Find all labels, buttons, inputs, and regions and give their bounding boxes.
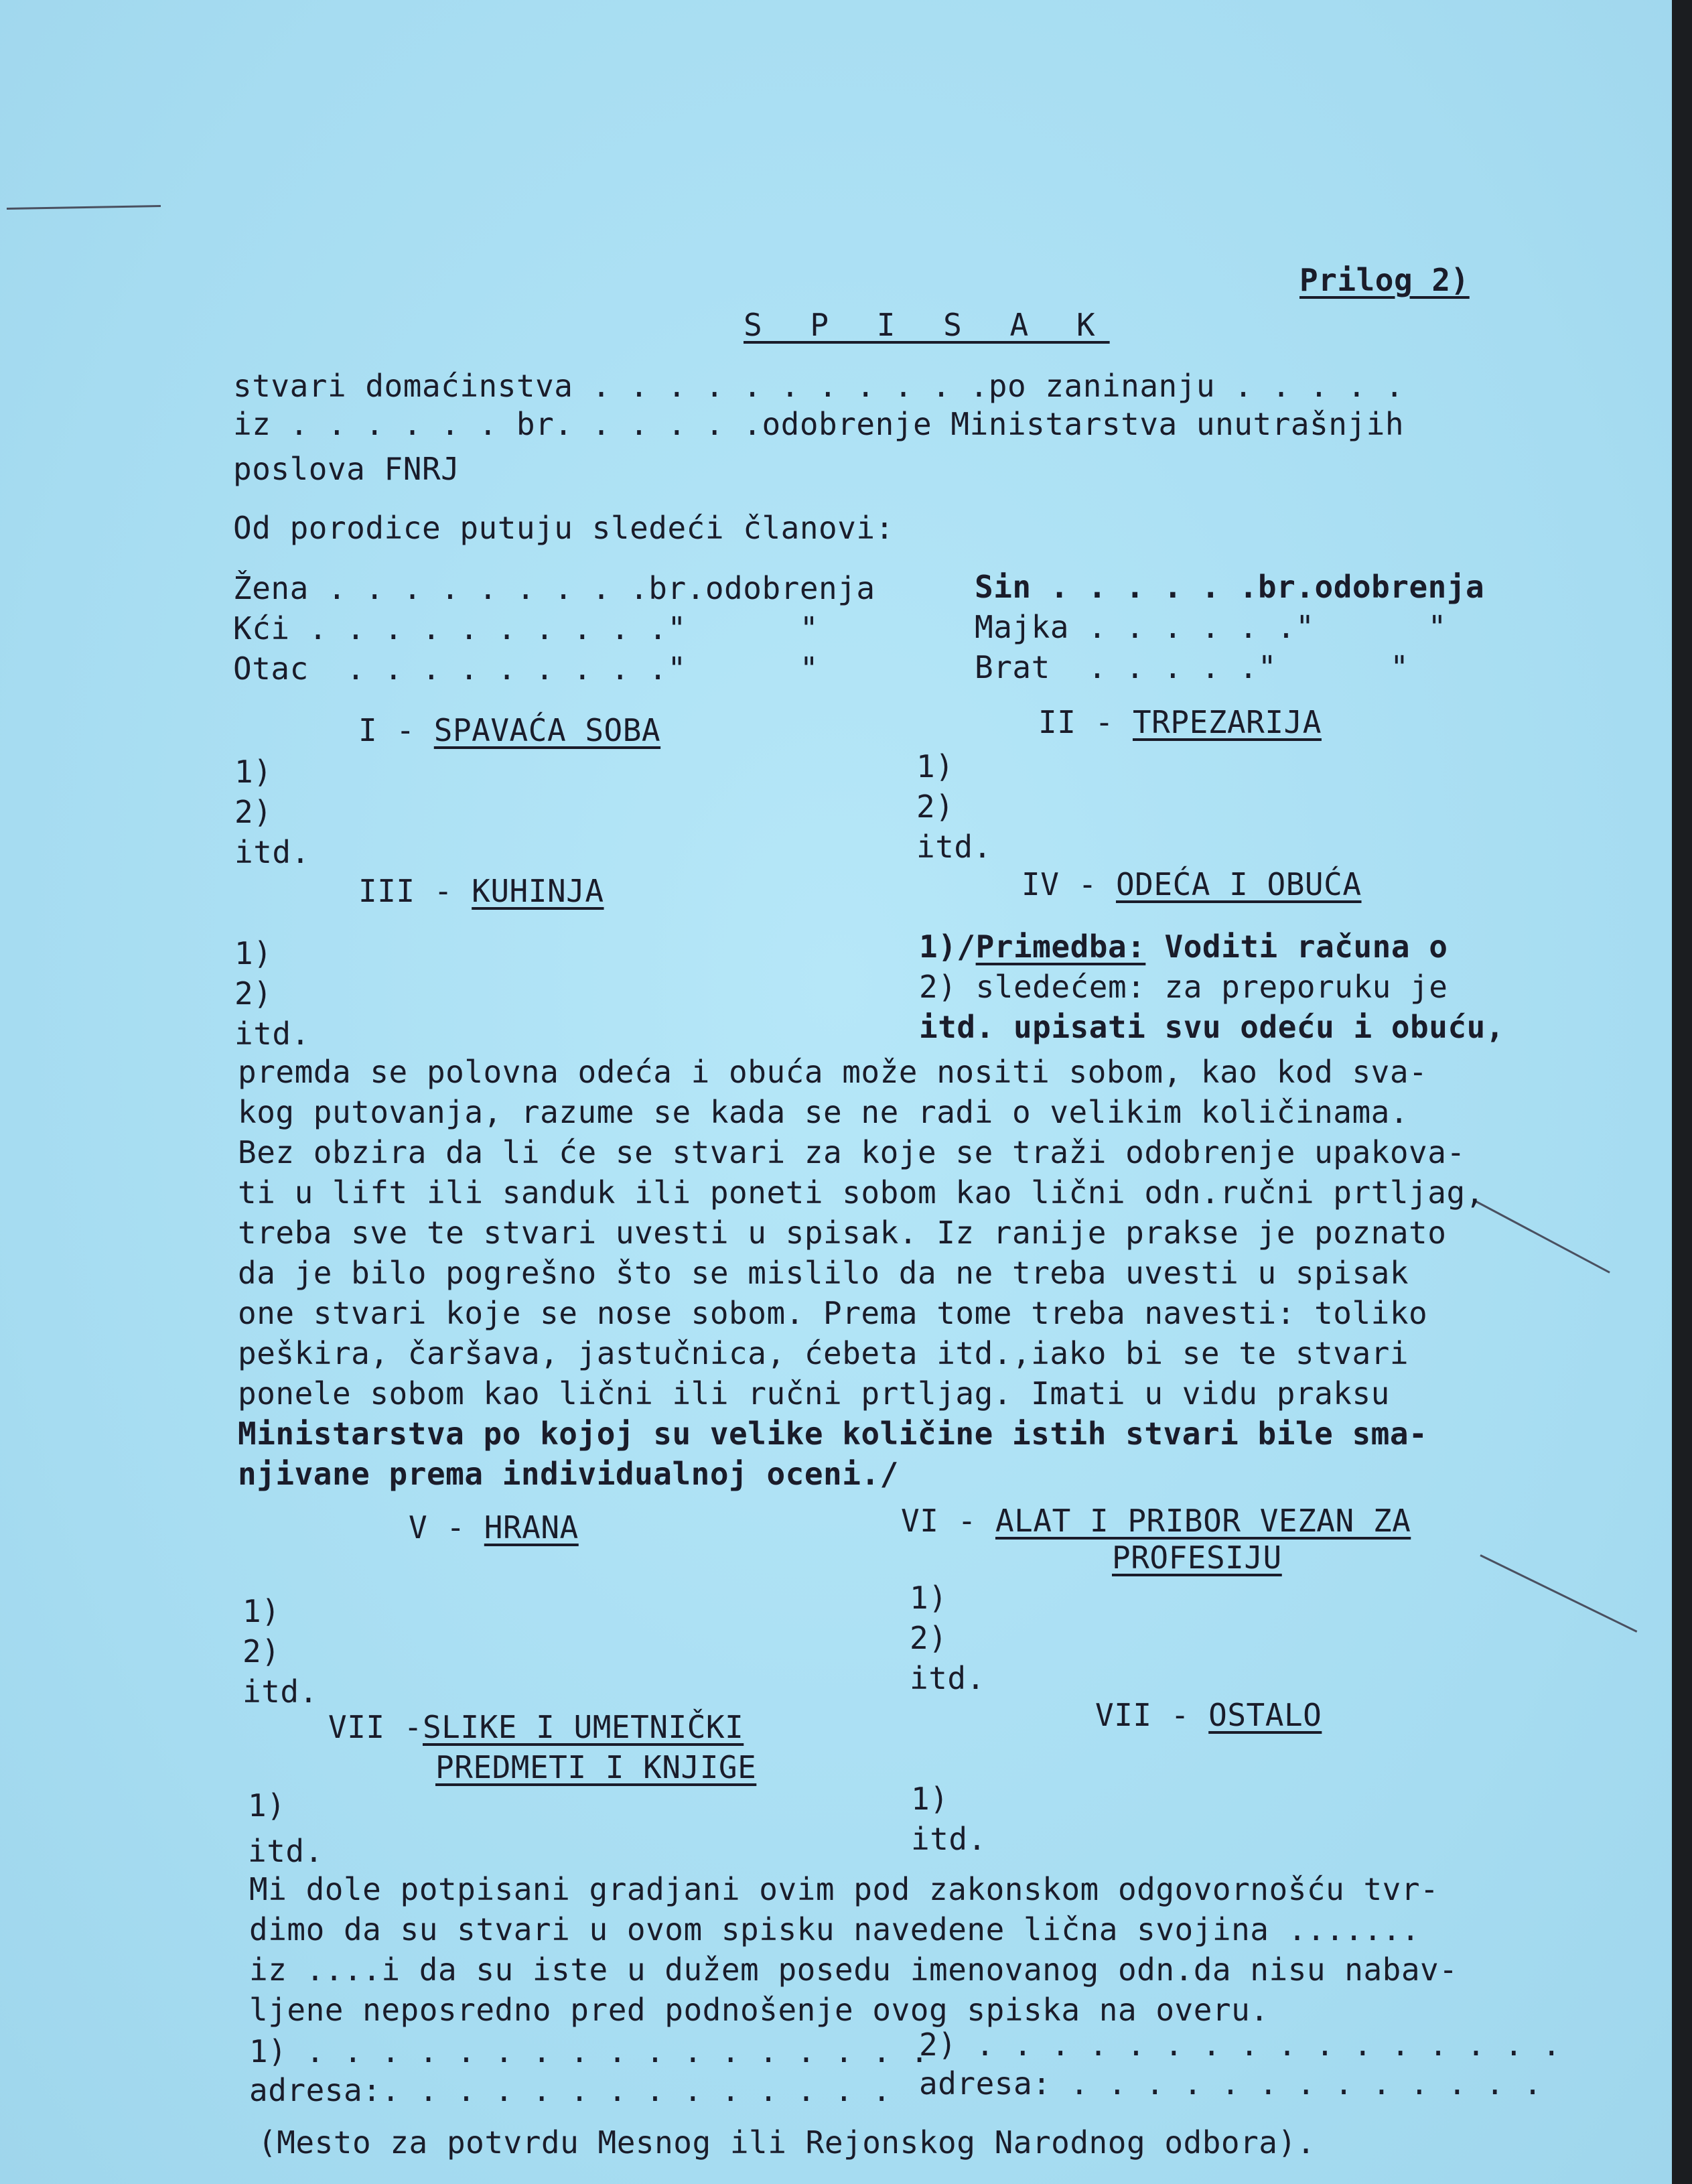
address-2-line: adresa: . . . . . . . . . . . . . (919, 2065, 1543, 2102)
item-1: 1) (234, 754, 273, 790)
item-etc: itd. (911, 1821, 987, 1857)
item-etc: itd. (910, 1660, 985, 1696)
note-line-2: 2) sledećem: za preporuku je (919, 969, 1448, 1005)
intro-line-1: stvari domaćinstva . . . . . . . . . . .po zaninanju . . . . . (233, 368, 1405, 404)
note-body-line: ti u lift ili sanduk ili poneti sobom kao lični odn.ručni prtljag, (238, 1174, 1484, 1211)
item-2: 2) (234, 975, 273, 1012)
footer-note: (Mesto za potvrdu Mesnog ili Rejonskog Narodnog odbora). (258, 2124, 1316, 2161)
section-6-heading-line-2: PROFESIJU (1112, 1540, 1282, 1576)
member-mother: Majka . . . . . ." " (975, 609, 1447, 645)
declaration-line: Mi dole potpisani gradjani ovim pod zakonskom odgovornošću tvr- (249, 1871, 1439, 1907)
section-4-heading: IV - ODEĆA I OBUĆA (1021, 866, 1362, 902)
note-body-bold-line: Ministarstva po kojoj su velike količine istih stvari bile sma- (238, 1416, 1428, 1452)
note-body-line: one stvari koje se nose sobom. Prema tome treba navesti: toliko (238, 1295, 1428, 1331)
annex-label: Prilog 2) (1299, 262, 1470, 298)
note-body-line: premda se polovna odeća i obuća može nositi sobom, kao kod sva- (238, 1054, 1428, 1090)
section-7-heading: VII -SLIKE I UMETNIČKI (328, 1709, 744, 1745)
item-1: 1) (911, 1781, 949, 1817)
section-2-heading: II - TRPEZARIJA (1038, 704, 1322, 740)
document-title: S P I S A K (744, 307, 1110, 343)
item-1: 1) (242, 1593, 281, 1629)
item-2: 2) (910, 1620, 948, 1656)
note-line-3: itd. upisati svu odeću i obuću, (919, 1009, 1505, 1045)
item-1: 1) (910, 1580, 948, 1616)
section-8-heading: VII - OSTALO (1095, 1697, 1322, 1733)
section-1-heading: I - SPAVAĆA SOBA (358, 712, 661, 748)
address-1-line: adresa:. . . . . . . . . . . . . . (249, 2072, 892, 2108)
scan-border (1672, 0, 1692, 2184)
note-body-line: da je bilo pogrešno što se mislilo da ne treba uvesti u spisak (238, 1255, 1409, 1291)
item-etc: itd. (248, 1833, 324, 1869)
signature-1-line: 1) . . . . . . . . . . . . . . . . . (249, 2033, 929, 2069)
section-7-heading-line-2: PREDMETI I KNJIGE (435, 1749, 757, 1785)
intro-line-3: poslova FNRJ (233, 451, 460, 487)
item-etc: itd. (916, 829, 992, 865)
item-1: 1) (248, 1787, 286, 1824)
item-2: 2) (234, 794, 273, 830)
note-body-line: peškira, čaršava, jastučnica, ćebeta itd.,iako bi se te stvari (238, 1335, 1409, 1371)
note-body-line: treba sve te stvari uvesti u spisak. Iz ranije prakse je poznato (238, 1215, 1447, 1251)
section-6-heading: VI - ALAT I PRIBOR VEZAN ZA (901, 1503, 1411, 1539)
section-5-heading: V - HRANA (409, 1509, 579, 1546)
item-etc: itd. (242, 1674, 318, 1710)
item-2: 2) (242, 1633, 281, 1669)
margin-pencil-mark (1473, 1199, 1610, 1274)
item-1: 1) (916, 748, 955, 784)
item-etc: itd. (234, 834, 310, 870)
item-etc: itd. (234, 1016, 310, 1052)
declaration-line: iz ....i da su iste u dužem posedu imenovanog odn.da nisu nabav- (249, 1952, 1458, 1988)
intro-line-2: iz . . . . . . br. . . . . .odobrenje Ministarstva unutrašnjih (233, 406, 1405, 442)
note-body-bold-line: njivane prema individualnoj oceni./ (238, 1456, 899, 1492)
members-heading: Od porodice putuju sledeći članovi: (233, 510, 894, 546)
section-3-heading: III - KUHINJA (358, 873, 604, 909)
member-father: Otac . . . . . . . . ." " (233, 651, 819, 687)
note-body-line: ponele sobom kao lični ili ručni prtljag. Imati u vidu praksu (238, 1375, 1390, 1412)
declaration-line: ljene neposredno pred podnošenje ovog spiska na overu. (249, 1992, 1269, 2028)
member-brother: Brat . . . . ." " (975, 649, 1409, 685)
member-son: Sin . . . . . .br.odobrenja (975, 569, 1485, 605)
signature-2-line: 2) . . . . . . . . . . . . . . . . (919, 2027, 1561, 2063)
margin-pencil-mark (7, 205, 161, 210)
note-body-line: Bez obzira da li će se stvari za koje se traži odobrenje upakova- (238, 1134, 1466, 1170)
note-body-line: kog putovanja, razume se kada se ne radi o velikim količinama. (238, 1094, 1409, 1130)
item-2: 2) (916, 789, 955, 825)
margin-pencil-mark (1480, 1554, 1637, 1633)
member-daughter: Kći . . . . . . . . . ." " (233, 610, 819, 646)
member-wife: Žena . . . . . . . . .br.odobrenja (233, 570, 875, 606)
item-1: 1) (234, 935, 273, 971)
declaration-line: dimo da su stvari u ovom spisku navedene lična svojina ....... (249, 1911, 1421, 1948)
note-line-1: 1)/Primedba: Voditi računa o (919, 929, 1448, 965)
